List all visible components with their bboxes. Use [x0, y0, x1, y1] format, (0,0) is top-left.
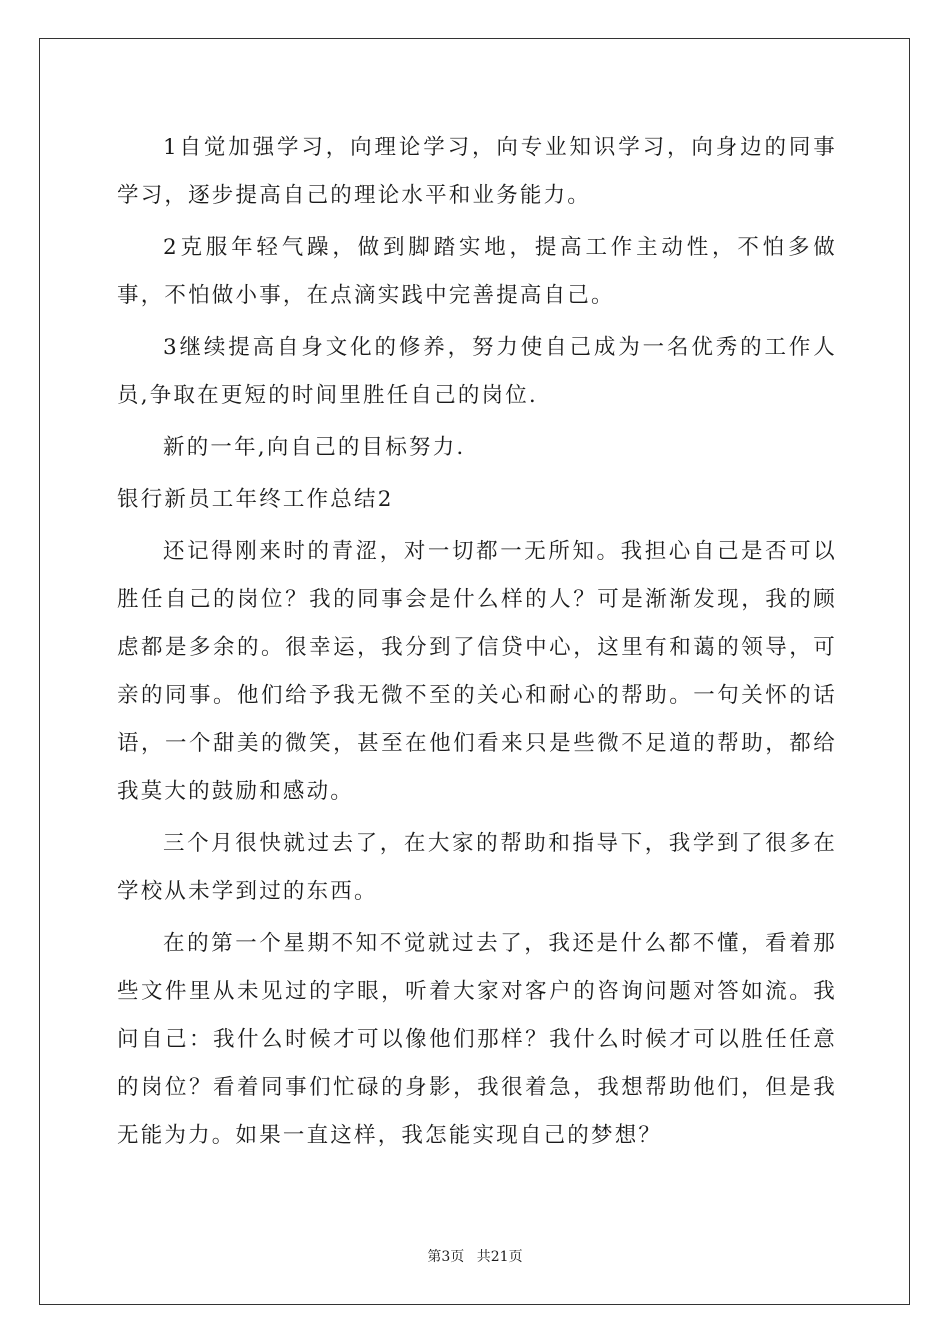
paragraph-body-2: 三个月很快就过去了，在大家的帮助和指导下，我学到了很多在学校从未学到过的东西。: [117, 831, 837, 904]
paragraph-body-3: 在的第一个星期不知不觉就过去了，我还是什么都不懂，看着那些文件里从未见过的字眼，听着大家对客户的咨询问题对答如流。我问自己：我什么时候才可以像他们那样？我什么时候才可以胜任任意的岗位？看着同事们忙碌的身影，我很着急，我想帮助他们，但是我无能为力。如果一直这样，我怎能实现自己的梦想？: [117, 931, 837, 1148]
paragraph-body-1: 还记得刚来时的青涩，对一切都一无所知。我担心自己是否可以胜任自己的岗位？我的同事会是什么样的人？可是渐渐发现，我的顾虑都是多余的。很幸运，我分到了信贷中心，这里有和蔼的领导，可亲的同事。他们给予我无微不至的关心和耐心的帮助。一句关怀的话语，一个甜美的微笑，甚至在他们看来只是些微不足道的帮助，都给我莫大的鼓励和感动。: [117, 539, 837, 804]
total-page-count: 共21页: [476, 1249, 523, 1265]
current-page-number: 第3页: [427, 1249, 465, 1265]
document-body: [117, 124, 837, 1164]
paragraph-item-2: 2克服年轻气躁，做到脚踏实地，提高工作主动性，不怕多做事，不怕做小事，在点滴实践中完善提高自己。: [117, 235, 837, 308]
paragraph-closing: 新的一年,向自己的目标努力.: [163, 435, 466, 460]
page-footer: [0, 1246, 950, 1266]
paragraph-item-3: 3继续提高自身文化的修养，努力使自己成为一名优秀的工作人员,争取在更短的时间里胜任自己的岗位.: [117, 335, 837, 408]
paragraph-item-1: 1自觉加强学习，向理论学习，向专业知识学习，向身边的同事学习，逐步提高自己的理论水平和业务能力。: [117, 135, 837, 208]
section-title: 银行新员工年终工作总结2: [117, 487, 394, 512]
